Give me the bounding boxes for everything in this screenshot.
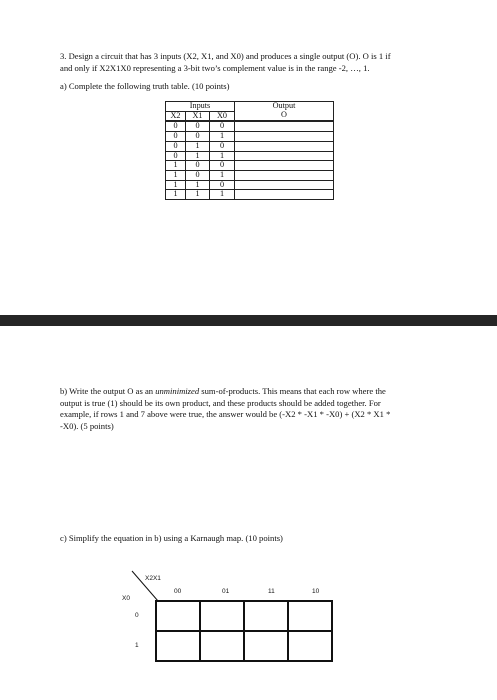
cell-x2: 1 — [166, 190, 186, 200]
kmap-cell[interactable] — [244, 601, 288, 631]
kmap-cell[interactable] — [200, 601, 244, 631]
cell-x1: 0 — [186, 161, 210, 171]
part-c-prompt: c) Simplify the equation in b) using a Karnaugh map. (10 points) — [60, 533, 283, 543]
cell-x0: 0 — [210, 161, 235, 171]
column-header-x0: X0 — [210, 111, 235, 121]
cell-x1: 0 — [186, 132, 210, 142]
kmap-cell[interactable] — [288, 631, 332, 661]
kmap-cell[interactable] — [244, 631, 288, 661]
kmap-row — [156, 631, 332, 661]
kmap-col-label: 11 — [268, 588, 275, 595]
cell-x0: 0 — [210, 180, 235, 190]
cell-x0: 1 — [210, 190, 235, 200]
cell-x0: 1 — [210, 170, 235, 180]
cell-x2: 0 — [166, 121, 186, 131]
kmap-cell[interactable] — [156, 601, 200, 631]
cell-x2: 1 — [166, 180, 186, 190]
question-3-line-1: 3. Design a circuit that has 3 inputs (X2, X1, and X0) and produces a single output (O). O is 1 if — [60, 51, 391, 61]
cell-x0: 1 — [210, 132, 235, 142]
kmap-col-label: 01 — [222, 588, 230, 595]
column-header-x1: X1 — [186, 111, 210, 121]
part-b-line-1-rest: sum-of-products. This means that each row where the — [199, 386, 386, 396]
cell-x1: 1 — [186, 141, 210, 151]
kmap-row-label: 0 — [135, 612, 139, 619]
cell-x1: 1 — [186, 151, 210, 161]
kmap-cell[interactable] — [200, 631, 244, 661]
cell-x2: 0 — [166, 132, 186, 142]
kmap-row-label: 1 — [135, 642, 139, 649]
cell-x1: 1 — [186, 190, 210, 200]
cell-x2: 0 — [166, 141, 186, 151]
part-b-line-2: output is true (1) should be its own product, and these products should be added together. For — [60, 397, 381, 408]
inputs-header: Inputs — [166, 102, 235, 112]
kmap-cell[interactable] — [288, 601, 332, 631]
kmap-row — [156, 601, 332, 631]
cell-x2: 1 — [166, 161, 186, 171]
part-b-emphasis: unminimized — [155, 386, 200, 396]
cell-x2: 0 — [166, 151, 186, 161]
kmap-top-variable: X2X1 — [145, 575, 161, 582]
column-header-x2: X2 — [166, 111, 186, 121]
cell-x2: 1 — [166, 170, 186, 180]
kmap-grid — [155, 600, 333, 662]
part-b-line-4: -X0). (5 points) — [60, 420, 114, 431]
cell-x0: 0 — [210, 141, 235, 151]
cell-x1: 0 — [186, 170, 210, 180]
output-header: Output — [235, 102, 334, 112]
part-b-line-3: example, if rows 1 and 7 above were true, the answer would be (-X2 * -X1 * -X0) + (X2 * X1 * — [60, 409, 391, 419]
kmap-col-label: 10 — [312, 588, 320, 595]
cell-x1: 1 — [186, 180, 210, 190]
kmap-cell[interactable] — [156, 631, 200, 661]
cell-x0: 0 — [210, 121, 235, 131]
cell-x1: 0 — [186, 121, 210, 131]
column-header-o: O — [235, 111, 334, 121]
part-a-prompt: a) Complete the following truth table. (10 points) — [60, 81, 230, 91]
part-b-prefix: b) Write the output O as an — [60, 386, 156, 396]
kmap-col-label: 00 — [174, 588, 182, 595]
kmap-side-variable: X0 — [122, 595, 130, 602]
question-3-line-2: and only if X2X1X0 representing a 3-bit two’s complement value is in the range -2, …, 1. — [60, 62, 370, 73]
cell-x0: 1 — [210, 151, 235, 161]
